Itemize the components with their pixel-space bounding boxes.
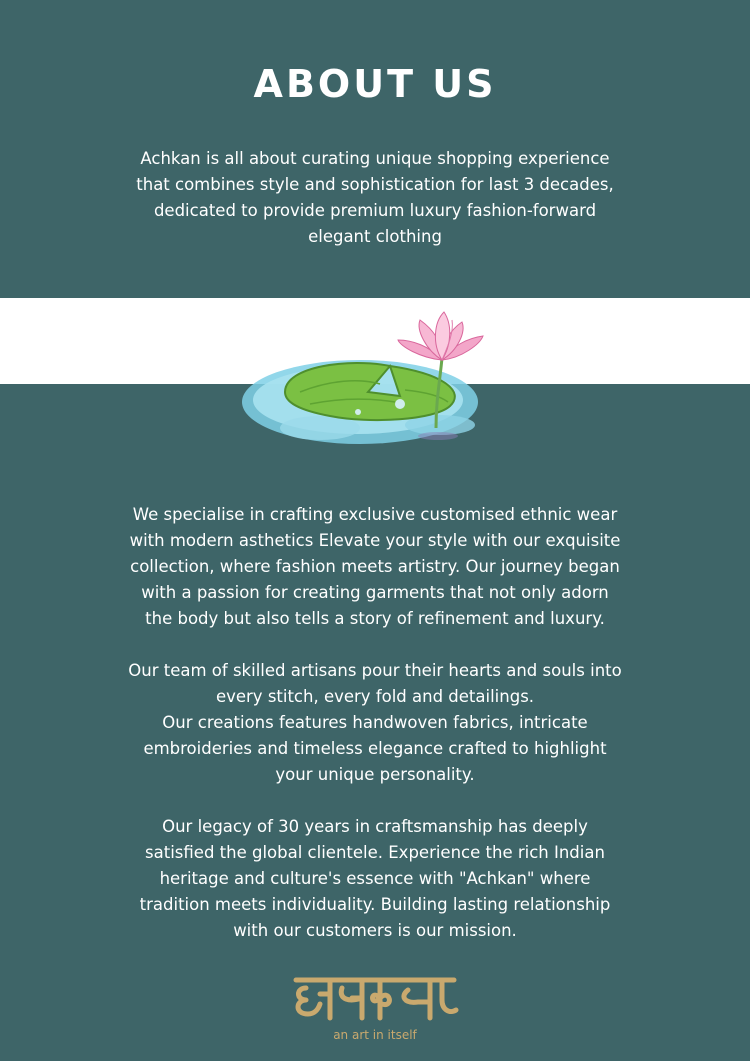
- intro-line: Achkan is all about curating unique shopping experience: [140, 149, 610, 168]
- body-line: the body but also tells a story of refinement and luxury.: [145, 609, 605, 628]
- intro-line: that combines style and sophistication for last 3 decades,: [136, 175, 614, 194]
- intro-line: elegant clothing: [308, 227, 442, 246]
- intro-line: dedicated to provide premium luxury fashion-forward: [153, 201, 597, 220]
- intro-text: [125, 146, 625, 250]
- body-line: your unique personality.: [275, 765, 475, 784]
- body-line: Our creations features handwoven fabrics, intricate: [162, 713, 588, 732]
- lotus-on-lily-pad-icon: [240, 300, 510, 465]
- body-line: We specialise in crafting exclusive customised ethnic wear: [132, 505, 618, 524]
- body-line: with our customers is our mission.: [233, 921, 517, 940]
- logo-tagline: an art in itself: [333, 1028, 417, 1042]
- body-line: Our team of skilled artisans pour their hearts and souls into: [128, 661, 622, 680]
- paragraph-legacy: [75, 814, 675, 944]
- paragraph-craft: [75, 502, 675, 632]
- body-line: tradition meets individuality. Building lasting relationship: [139, 895, 611, 914]
- body-line: with a passion for creating garments that not only adorn: [141, 583, 609, 602]
- body-line: every stitch, every fold and detailings.: [215, 687, 535, 706]
- body-line: heritage and culture's essence with "Achkan" where: [159, 869, 591, 888]
- paragraph-artisans: [75, 658, 675, 788]
- body-line: Our legacy of 30 years in craftsmanship has deeply: [162, 817, 588, 836]
- achkan-logo: [285, 970, 465, 1050]
- body-line: with modern asthetics Elevate your style with our exquisite: [129, 531, 621, 550]
- about-body-text: [75, 502, 675, 944]
- achkan-devanagari-logo-icon: [290, 970, 460, 1026]
- page-title: ABOUT US: [253, 62, 497, 106]
- body-line: satisfied the global clientele. Experience the rich Indian: [145, 843, 605, 862]
- body-line: embroideries and timeless elegance crafted to highlight: [143, 739, 607, 758]
- body-line: collection, where fashion meets artistry. Our journey began: [130, 557, 620, 576]
